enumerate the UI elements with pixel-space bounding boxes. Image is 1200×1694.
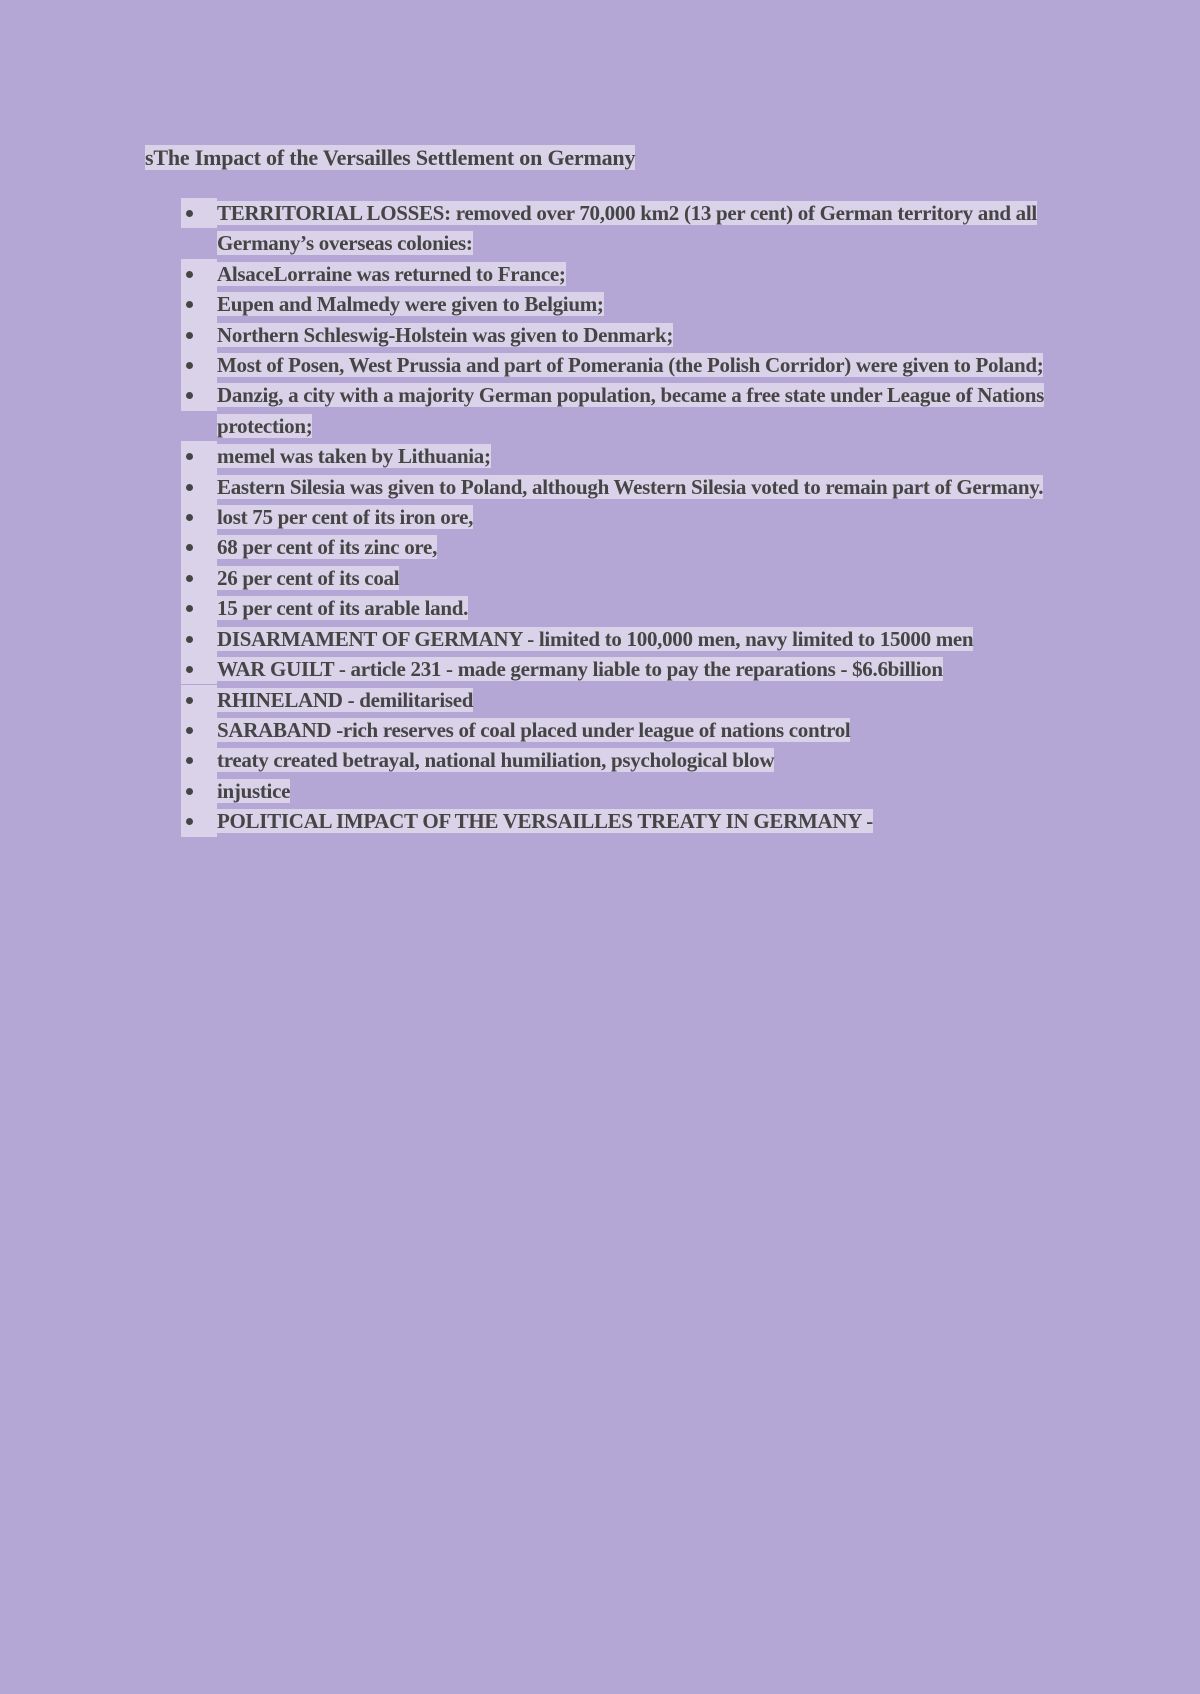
list-item <box>181 441 1061 471</box>
list-item-text: 68 per cent of its zinc ore, <box>217 535 438 560</box>
list-item <box>181 472 1061 502</box>
bullet-icon <box>181 472 217 502</box>
bullet-icon <box>181 350 217 380</box>
list-item <box>181 685 1061 715</box>
list-item <box>181 320 1061 350</box>
bullet-icon <box>181 380 217 410</box>
list-item <box>181 806 1061 836</box>
bullet-icon <box>181 654 217 684</box>
list-item-text: TERRITORIAL LOSSES: removed over 70,000 km2 (13 per cent) of German territory and all Germany’s overseas colonies: <box>217 201 1037 256</box>
bullet-icon <box>181 776 217 806</box>
list-item-text: lost 75 per cent of its iron ore, <box>217 505 474 530</box>
list-item-text: RHINELAND - demilitarised <box>217 687 474 712</box>
bullet-icon <box>181 685 217 715</box>
list-item-text: 15 per cent of its arable land. <box>217 596 469 621</box>
list-item-text: Eastern Silesia was given to Poland, although Western Silesia voted to remain part of Germany. <box>217 474 1044 499</box>
list-item-text: Danzig, a city with a majority German population, became a free state under League of Nations protection; <box>217 383 1044 438</box>
bullet-list <box>181 198 1061 837</box>
bullet-icon <box>181 441 217 471</box>
list-item-text: Eupen and Malmedy were given to Belgium; <box>217 292 604 317</box>
bullet-icon <box>181 259 217 289</box>
bullet-icon <box>181 502 217 532</box>
list-item <box>181 624 1061 654</box>
list-item <box>181 502 1061 532</box>
list-item-text: AlsaceLorraine was returned to France; <box>217 261 566 286</box>
list-item-text: injustice <box>217 778 291 803</box>
bullet-icon <box>181 715 217 745</box>
document-title-text: sThe Impact of the Versailles Settlement on Germany <box>145 145 636 170</box>
document-title <box>145 143 635 173</box>
list-item-text: treaty created betrayal, national humiliation, psychological blow <box>217 748 775 773</box>
bullet-icon <box>181 624 217 654</box>
bullet-icon <box>181 745 217 775</box>
list-item <box>181 654 1061 684</box>
list-item-text: DISARMAMENT OF GERMANY - limited to 100,000 men, navy limited to 15000 men <box>217 626 974 651</box>
bullet-icon <box>181 289 217 319</box>
list-item <box>181 350 1061 380</box>
list-item <box>181 715 1061 745</box>
list-item-text: WAR GUILT - article 231 - made germany liable to pay the reparations - $6.6billion <box>217 657 943 682</box>
bullet-icon <box>181 563 217 593</box>
list-item <box>181 593 1061 623</box>
bullet-icon <box>181 198 217 228</box>
list-item-text: Northern Schleswig-Holstein was given to Denmark; <box>217 322 674 347</box>
list-item <box>181 259 1061 289</box>
bullet-icon <box>181 320 217 350</box>
list-item <box>181 289 1061 319</box>
list-item-text: SARABAND -rich reserves of coal placed under league of nations control <box>217 717 851 742</box>
list-item-text: POLITICAL IMPACT OF THE VERSAILLES TREATY IN GERMANY - <box>217 809 873 834</box>
list-item <box>181 563 1061 593</box>
list-item <box>181 776 1061 806</box>
list-item <box>181 380 1061 441</box>
list-item-text: 26 per cent of its coal <box>217 565 400 590</box>
list-item-text: memel was taken by Lithuania; <box>217 444 491 469</box>
list-item-text: Most of Posen, West Prussia and part of Pomerania (the Polish Corridor) were given to Poland; <box>217 353 1044 378</box>
list-item <box>181 198 1061 259</box>
list-item <box>181 532 1061 562</box>
bullet-icon <box>181 806 217 836</box>
bullet-icon <box>181 532 217 562</box>
list-item <box>181 745 1061 775</box>
bullet-icon <box>181 593 217 623</box>
